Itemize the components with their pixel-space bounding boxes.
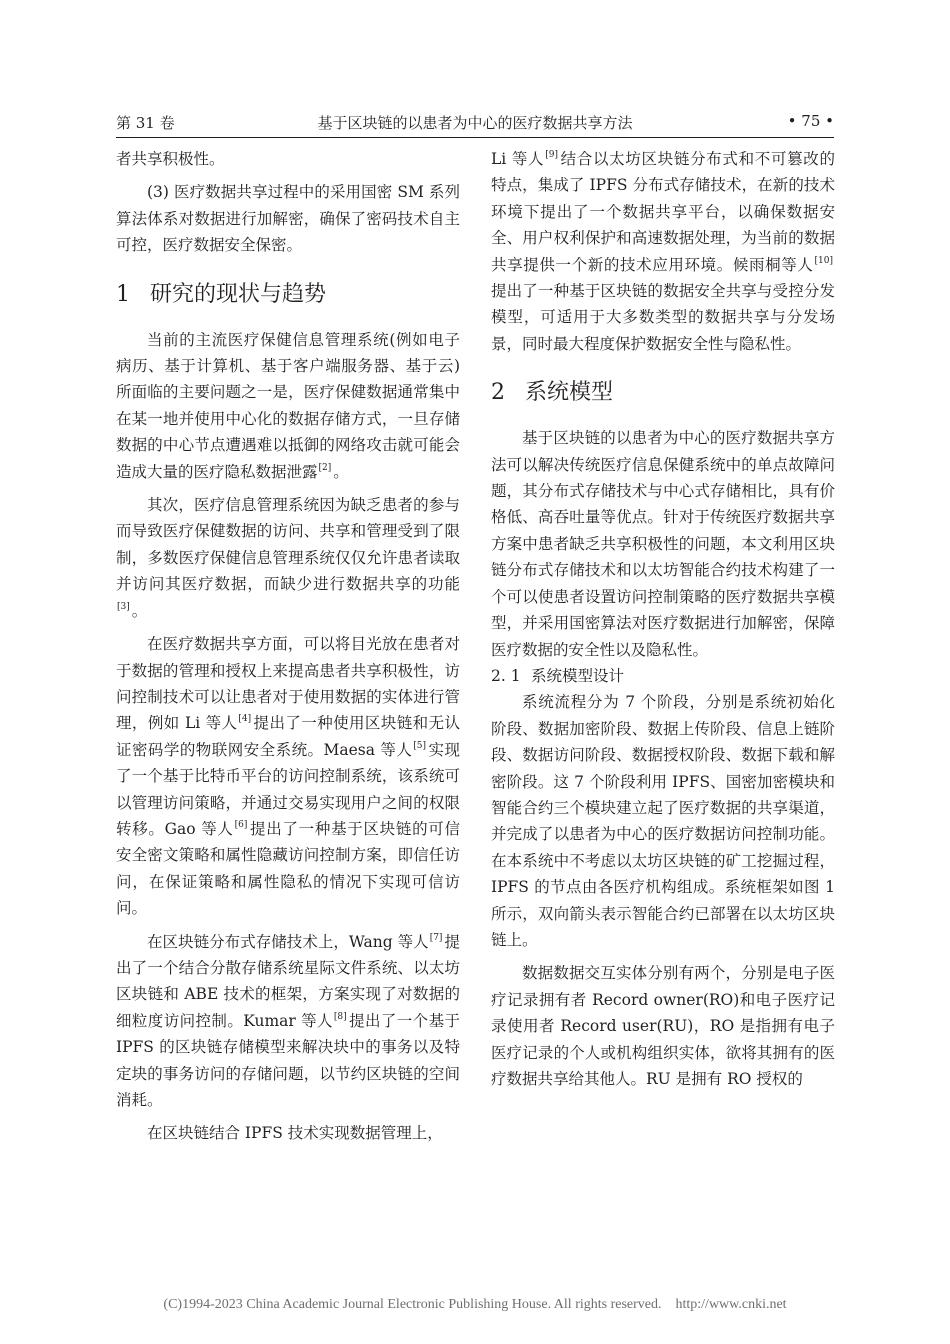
paragraph: 在区块链结合 IPFS 技术实现数据管理上， bbox=[147, 1124, 443, 1143]
section-heading-1 bbox=[116, 281, 460, 309]
section-heading-2 bbox=[491, 379, 835, 407]
paragraph: 在医疗数据共享方面，可以将目光放在患者对于数据的管理和授权上来提高患者共享积极性，访问控制技术可以让患者对于使用数据的实体进行管理，例如 Li 等人[4] 提出了一种使用区块链和无认证密码学的物联网安全系统。Maesa 等人[5] 实现了一个基于比特币平台的访问控制系统，该系统可以管理访问策略，并通过交易实现用户之间的权限转移。Gao 等人[6] 提出了一种基于区块链的可信安全密文策略和属性隐藏访问控制方案，即信任访问，在保证策略和属性隐私的情况下实现可信访问。 bbox=[116, 635, 460, 918]
citation[interactable]: [7] bbox=[429, 932, 443, 943]
paragraph: 基于区块链的以患者为中心的医疗数据共享方法可以解决传统医疗信息保健系统中的单点故障问题，其分布式存储技术与中心式存储相比，具有价格低、高吞吐量等优点。针对于传统医疗数据共享方案中患者缺乏共享积极性的问题，本文利用区块链分布式存储技术和以太坊智能合约技术构建了一个可以使患者设置访问控制策略的医疗数据共享模型，并采用国密算法对医疗数据进行加解密，保障医疗数据的安全性以及隐私性。 bbox=[491, 429, 835, 659]
citation[interactable]: [2] bbox=[318, 462, 332, 473]
section-number: 2 bbox=[491, 380, 505, 406]
paragraph: 其次，医疗信息管理系统因为缺乏患者的参与而导致医疗保健数据的访问、共享和管理受到了限制，多数医疗保健信息管理系统仅仅允许患者读取并访问其医疗数据，而缺少进行数据共享的功能[3] 。 bbox=[116, 496, 460, 620]
section-number: 1 bbox=[116, 281, 130, 307]
paragraph: Li 等人[9] 结合以太坊区块链分布式和不可篡改的特点，集成了 IPFS 分布式存储技术，在新的技术环境下提出了一个数据共享平台，以确保数据安全、用户权利保护和高速数据处理，为当前的数据共享提供一个新的技术应用环境。候雨桐等人[10]提出了一种基于区块链的数据安全共享与受控分发模型，可适用于大多数类型的数据共享与分发场景，同时最大程度保护数据安全性与隐私性。 bbox=[491, 150, 835, 353]
list-item-3: (3) 医疗数据共享过程中的采用国密 SM 系列算法体系对数据进行加解密，确保了密码技术自主可控，医疗数据安全保密。 bbox=[116, 183, 460, 255]
paragraph: 系统流程分为 7 个阶段，分别是系统初始化阶段、数据加密阶段、数据上传阶段、信息上链阶段、数据访问阶段、数据授权阶段、数据下载和解密阶段。这 7 个阶段利用 IPFS、国密加密模块和智能合约三个模块建立起了医疗数据的共享渠道，并完成了以患者为中心的医疗数据访问控制功能。在本系统中不考虑以太坊区块链的矿工挖掘过程，IPFS 的节点由各医疗机构组成。系统框架如图 1 所示，双向箭头表示智能合约已部署在以太坊区块链上。 bbox=[491, 693, 835, 949]
volume-label: 第 31 卷 bbox=[116, 114, 175, 132]
subsection-title: 系统模型设计 bbox=[531, 666, 625, 685]
citation[interactable]: [9] bbox=[545, 150, 558, 160]
paragraph: 数据数据交互实体分别有两个，分别是电子医疗记录拥有者 Record owner(RO)和电子医疗记录使用者 Record user(RU)，RO 是指拥有电子医疗记录的个人或机构组织实体，欲将其拥有的医疗数据共享给其他人。RU 是拥有 RO 授权的 bbox=[491, 964, 835, 1088]
paragraph: 在区块链分布式存储技术上，Wang 等人[7] 提出了一个结合分散存储系统星际文件系统、以太坊区块链和 ABE 技术的框架，方案实现了对数据的细粒度访问控制。Kumar 等人[8] 提出了一个基于 IPFS 的区块链存储模型来解决块中的事务以及特定块的事务访问的存储问题，以节约区块链的空间消耗。 bbox=[116, 932, 460, 1109]
section-title: 研究的现状与趋势 bbox=[150, 281, 327, 307]
continued-text: 者共享积极性。 bbox=[116, 150, 225, 168]
citation[interactable]: [10] bbox=[814, 255, 833, 266]
running-header bbox=[116, 112, 834, 136]
citation[interactable]: [5] bbox=[413, 740, 427, 751]
subsection-number: 2. 1 bbox=[491, 666, 521, 685]
citation[interactable]: [3] bbox=[117, 601, 130, 612]
right-column bbox=[491, 146, 835, 1092]
citation[interactable]: [6] bbox=[234, 819, 248, 830]
section-title: 系统模型 bbox=[525, 380, 614, 406]
citation[interactable]: [4] bbox=[238, 714, 252, 725]
page-number: • 75 • bbox=[787, 112, 834, 130]
header-rule bbox=[116, 137, 834, 138]
citation[interactable]: [8] bbox=[333, 1011, 347, 1022]
running-title: 基于区块链的以患者为中心的医疗数据共享方法 bbox=[317, 114, 633, 132]
copyright-footer: (C)1994-2023 China Academic Journal Electronic Publishing House. All rights reserved. http://www.cnki.net bbox=[163, 1297, 787, 1312]
paragraph: 当前的主流医疗保健信息管理系统(例如电子病历、基于计算机、基于客户端服务器、基于云)所面临的主要问题之一是，医疗保健数据通常集中在某一地并使用中心化的数据存储方式，一旦存储数据的中心节点遭遇难以抵御的网络攻击就可能会造成大量的医疗隐私数据泄露[2] 。 bbox=[116, 330, 460, 481]
subsection-heading-2-1 bbox=[491, 663, 835, 689]
left-column bbox=[116, 146, 460, 1147]
